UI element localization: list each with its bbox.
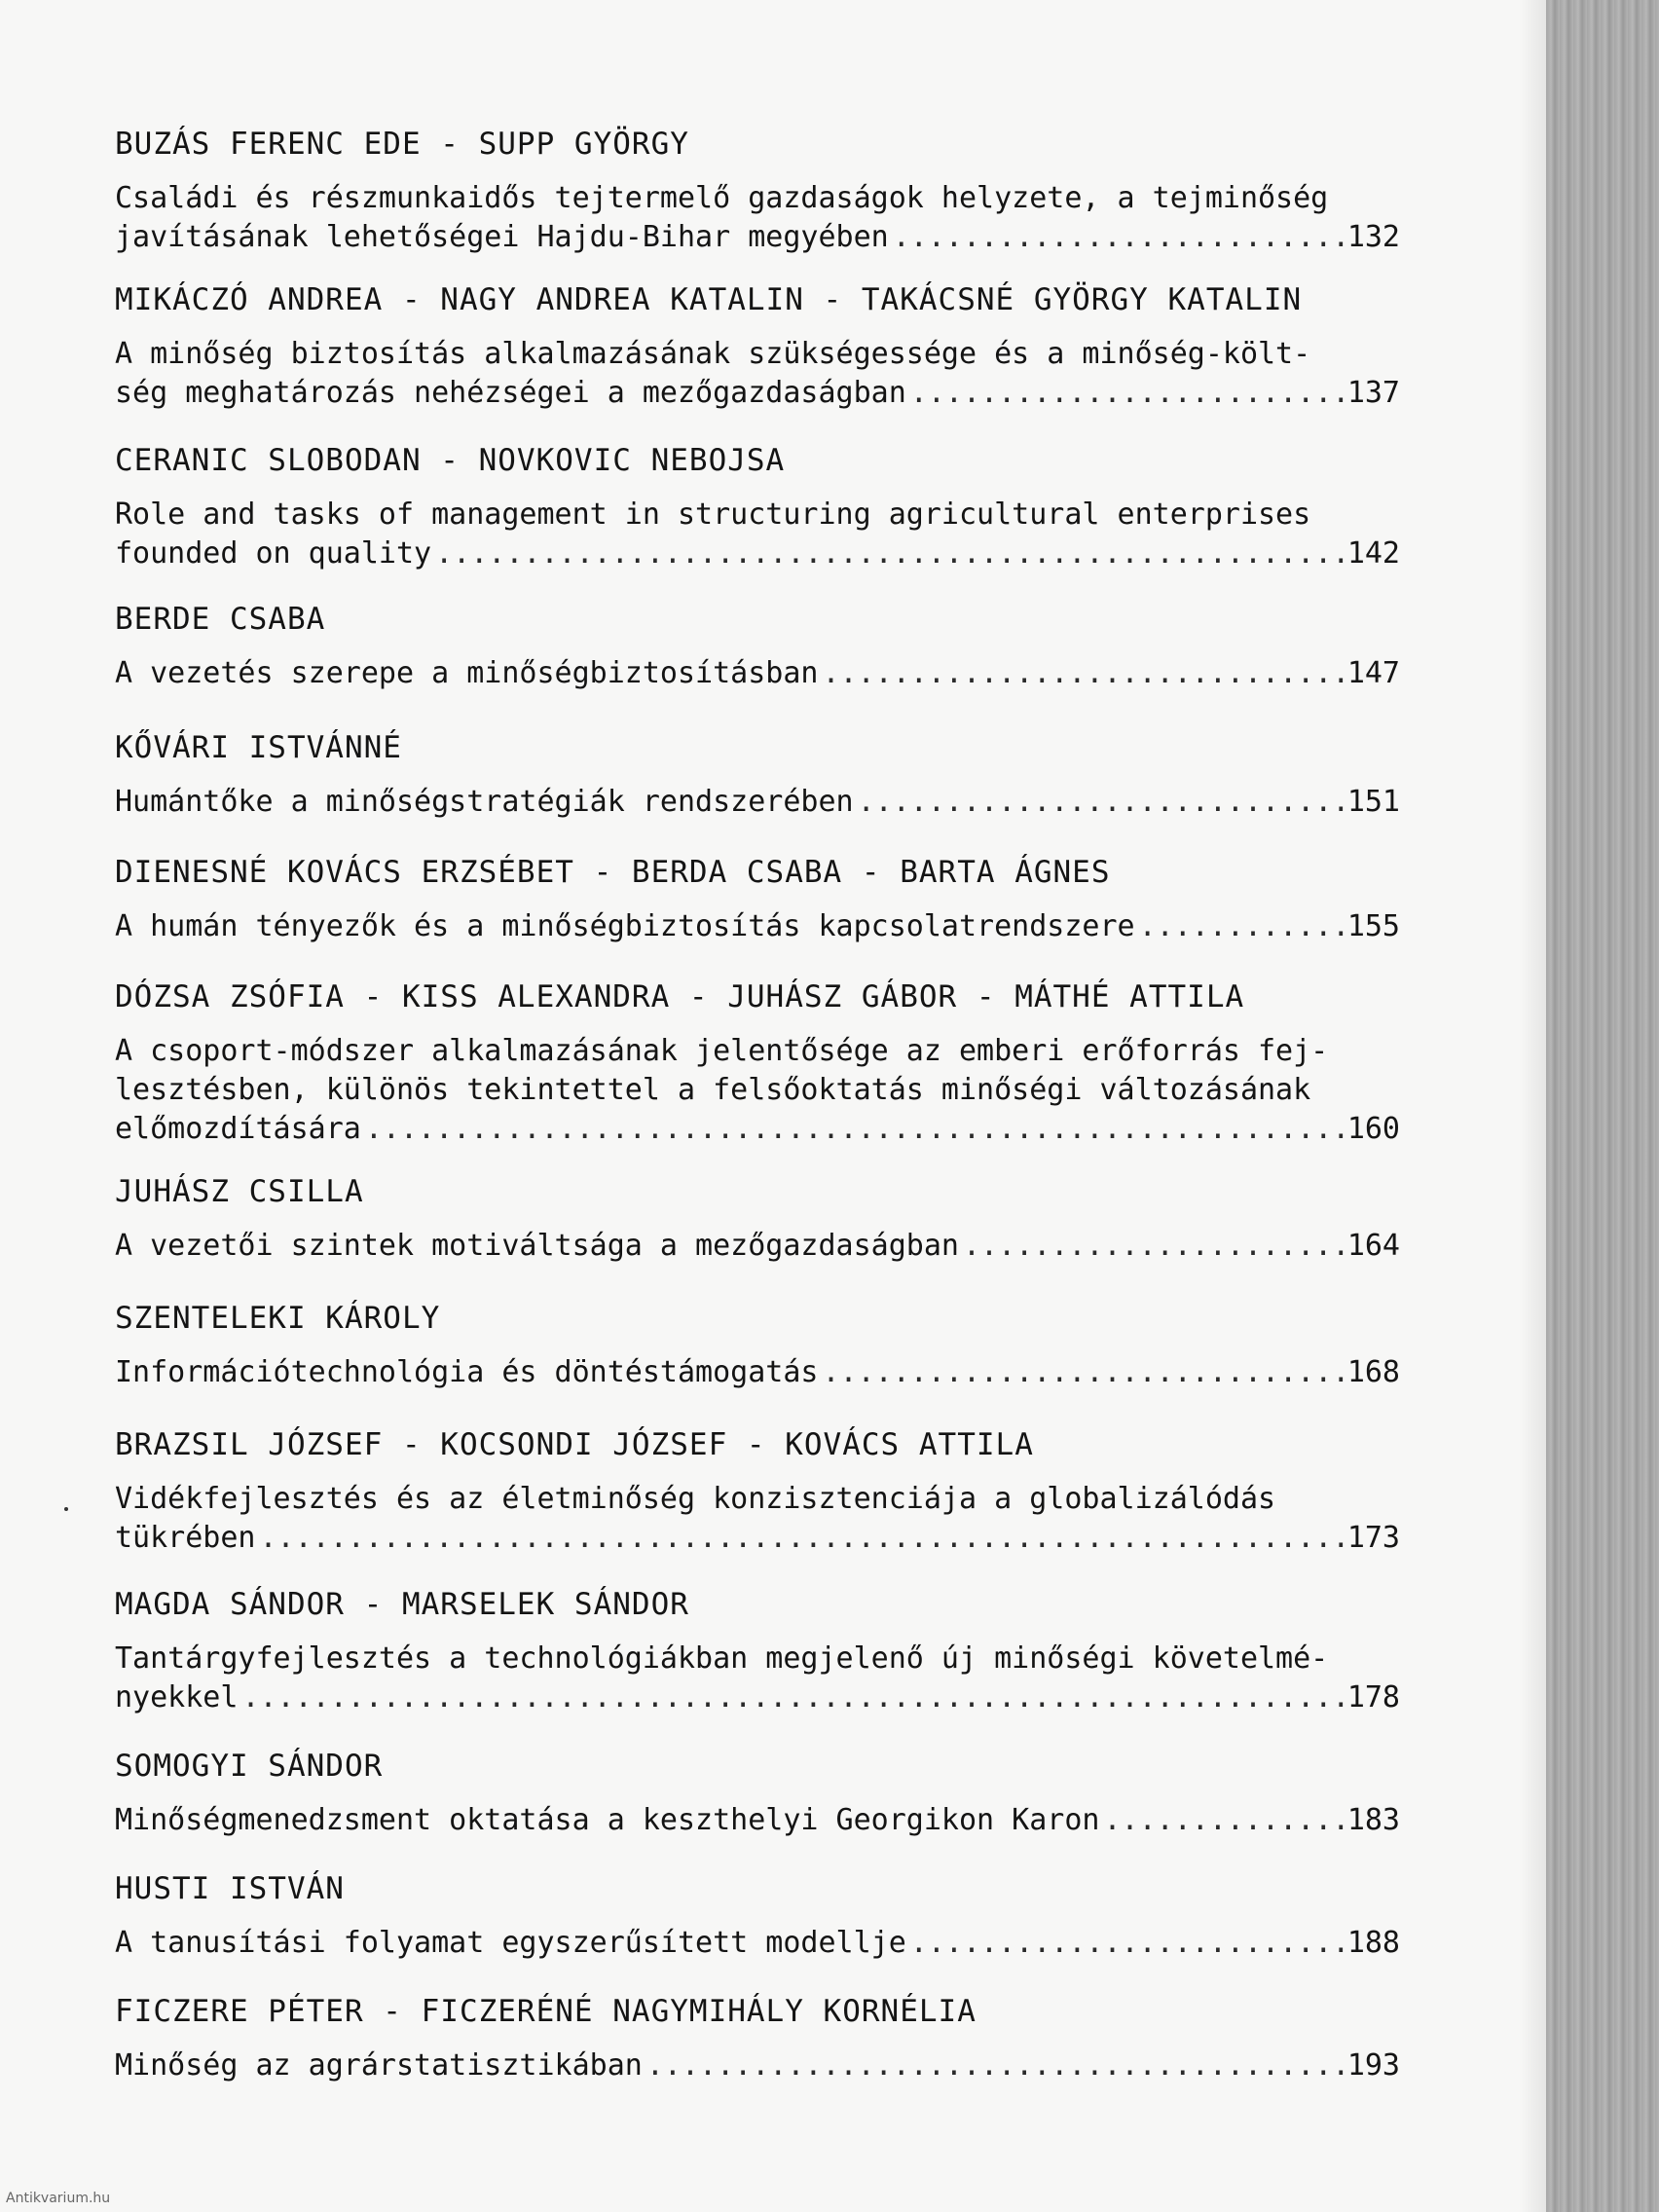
toc-entry-title — [115, 1032, 1400, 1149]
toc-entry — [115, 125, 1400, 257]
toc-entry-title — [115, 496, 1400, 573]
toc-entry-page-number: 183 — [1346, 1803, 1400, 1837]
toc-entry-leader-row — [115, 1801, 1400, 1840]
dot-leader — [893, 218, 1344, 257]
toc-entry-author: BUZÁS FERENC EDE - SUPP GYÖRGY — [115, 127, 689, 162]
toc-entry — [115, 600, 1400, 693]
toc-entry-author: BERDE CSABA — [115, 602, 326, 637]
toc-entry-author: DÓZSA ZSÓFIA - KISS ALEXANDRA - JUHÁSZ GÁBOR - MÁTHÉ ATTILA — [115, 979, 1245, 1014]
toc-entry-author: MAGDA SÁNDOR - MARSELEK SÁNDOR — [115, 1587, 689, 1622]
toc-entry-title — [115, 335, 1400, 413]
toc-entry-author: JUHÁSZ CSILLA — [115, 1174, 364, 1209]
dot-leader — [435, 535, 1344, 573]
toc-entry-page-number: 147 — [1346, 656, 1400, 690]
ink-speck — [64, 1507, 68, 1511]
watermark-text: Antikvarium.hu — [6, 2191, 111, 2206]
toc-entry-page-number: 137 — [1346, 376, 1400, 410]
toc-entry — [115, 977, 1400, 1149]
toc-entry — [115, 441, 1400, 573]
toc-entry-title-line: tükrében — [115, 1521, 256, 1555]
dot-leader — [822, 1353, 1343, 1392]
toc-entry-title — [115, 1640, 1400, 1717]
toc-entry-title-line: Tantárgyfejlesztés a technológiákban megjelenő új minőségi követelmé- — [115, 1641, 1329, 1676]
toc-entry-leader-row — [115, 218, 1400, 257]
toc-entry-title-line: A vezetés szerepe a minőségbiztosításban — [115, 656, 819, 690]
toc-entry-author: BRAZSIL JÓZSEF - KOCSONDI JÓZSEF - KOVÁCS ATTILA — [115, 1427, 1034, 1462]
toc-entry-author: FICZERE PÉTER - FICZERÉNÉ NAGYMIHÁLY KORNÉLIA — [115, 1994, 977, 2029]
toc-entry-title-line: Családi és részmunkaidős tejtermelő gazdaságok helyzete, a tejminőség — [115, 181, 1329, 215]
toc-entry — [115, 1992, 1400, 2085]
toc-entry-page-number: 168 — [1346, 1355, 1400, 1389]
toc-entry-title — [115, 783, 1400, 822]
toc-entry-page-number: 155 — [1346, 909, 1400, 943]
toc-entry-title-line: A humán tényezők és a minőségbiztosítás kapcsolatrendszere — [115, 909, 1135, 943]
dot-leader — [365, 1110, 1344, 1149]
toc-entry-page-number: 142 — [1346, 536, 1400, 571]
toc-entry-title — [115, 179, 1400, 257]
dot-leader — [1139, 907, 1344, 946]
toc-entry-author: SOMOGYI SÁNDOR — [115, 1749, 384, 1784]
toc-entry-leader-row — [115, 783, 1400, 822]
toc-entry — [115, 1585, 1400, 1717]
toc-entry-leader-row — [115, 1924, 1400, 1963]
toc-entry — [115, 1747, 1400, 1840]
toc-entry-title-line: előmozdítására — [115, 1112, 361, 1146]
toc-entry-page-number: 193 — [1346, 2048, 1400, 2083]
dot-leader — [646, 2046, 1344, 2085]
dot-leader — [858, 783, 1344, 822]
toc-entry-page-number: 178 — [1346, 1680, 1400, 1714]
toc-entry-title-line: Role and tasks of management in structuring agricultural enterprises — [115, 498, 1311, 532]
toc-entry-leader-row — [115, 535, 1400, 573]
toc-entry-title — [115, 2046, 1400, 2085]
toc-entry-title — [115, 1801, 1400, 1840]
dot-leader — [241, 1678, 1343, 1717]
toc-entry-title — [115, 1353, 1400, 1392]
toc-entry-title — [115, 1480, 1400, 1558]
toc-entry-page-number: 132 — [1346, 220, 1400, 254]
toc-entry-title — [115, 654, 1400, 693]
toc-entry-author: MIKÁCZÓ ANDREA - NAGY ANDREA KATALIN - TAKÁCSNÉ GYÖRGY KATALIN — [115, 282, 1303, 317]
dot-leader — [822, 654, 1343, 693]
toc-entry-title-line: lesztésben, különös tekintettel a felsőoktatás minőségi változásának — [115, 1073, 1311, 1107]
toc-entry-title-line: A tanusítási folyamat egyszerűsített modellje — [115, 1926, 906, 1960]
toc-entry-title-line: A minőség biztosítás alkalmazásának szükségessége és a minőség-költ- — [115, 337, 1311, 371]
toc-entry-page-number: 151 — [1346, 785, 1400, 819]
toc-entry-author: KŐVÁRI ISTVÁNNÉ — [115, 730, 402, 765]
toc-entry-title-line: Információtechnológia és döntéstámogatás — [115, 1355, 819, 1389]
toc-entry-title-line: Minőségmenedzsment oktatása a keszthelyi Georgikon Karon — [115, 1803, 1100, 1837]
dot-leader — [260, 1519, 1344, 1558]
toc-entry-title-line: Humántőke a minőségstratégiák rendszerében — [115, 785, 854, 819]
dot-leader — [1103, 1801, 1343, 1840]
toc-entry-title — [115, 907, 1400, 946]
toc-entry-leader-row — [115, 1227, 1400, 1266]
dot-leader — [910, 374, 1344, 413]
toc-entry-leader-row — [115, 1678, 1400, 1717]
toc-entry-title-line: founded on quality — [115, 536, 432, 571]
toc-entry-leader-row — [115, 1110, 1400, 1149]
toc-entry-page-number: 160 — [1346, 1112, 1400, 1146]
toc-entry-title-line: Vidékfejlesztés és az életminőség konzisztenciája a globalizálódás — [115, 1482, 1276, 1516]
toc-entry-title-line: Minőség az agrárstatisztikában — [115, 2048, 643, 2083]
toc-entry-page-number: 164 — [1346, 1229, 1400, 1263]
toc-entry-leader-row — [115, 2046, 1400, 2085]
dot-leader — [963, 1227, 1344, 1266]
toc-entry-author: HUSTI ISTVÁN — [115, 1871, 345, 1906]
toc-entry — [115, 1869, 1400, 1963]
toc-entry-title-line: A csoport-módszer alkalmazásának jelentősége az emberi erőforrás fej- — [115, 1034, 1329, 1068]
toc-entry-author: CERANIC SLOBODAN - NOVKOVIC NEBOJSA — [115, 443, 786, 478]
toc-entry — [115, 1299, 1400, 1392]
toc-entry-author: DIENESNÉ KOVÁCS ERZSÉBET - BERDA CSABA - BARTA ÁGNES — [115, 855, 1111, 890]
toc-entry-title-line: javításának lehetőségei Hajdu-Bihar megyében — [115, 220, 889, 254]
toc-entry-leader-row — [115, 374, 1400, 413]
toc-entry-page-number: 188 — [1346, 1926, 1400, 1960]
toc-entry-title — [115, 1227, 1400, 1266]
toc-entry-leader-row — [115, 907, 1400, 946]
toc-entry-title — [115, 1924, 1400, 1963]
toc-entry-title-line: A vezetői szintek motiváltsága a mezőgazdaságban — [115, 1229, 959, 1263]
page-edges — [1546, 0, 1659, 2212]
toc-entry-leader-row — [115, 654, 1400, 693]
toc-entry — [115, 280, 1400, 413]
toc-entry — [115, 853, 1400, 946]
toc-entry-page-number: 173 — [1346, 1521, 1400, 1555]
toc-entry-leader-row — [115, 1353, 1400, 1392]
toc-entry-leader-row — [115, 1519, 1400, 1558]
toc-entry-title-line: ség meghatározás nehézségei a mezőgazdaságban — [115, 376, 906, 410]
page-fold-shadow — [1519, 0, 1548, 2212]
toc-entry-author: SZENTELEKI KÁROLY — [115, 1301, 441, 1336]
toc-entry — [115, 728, 1400, 822]
dot-leader — [910, 1924, 1344, 1963]
toc-entry-title-line: nyekkel — [115, 1680, 239, 1714]
toc-entry — [115, 1172, 1400, 1266]
toc-entry — [115, 1425, 1400, 1558]
